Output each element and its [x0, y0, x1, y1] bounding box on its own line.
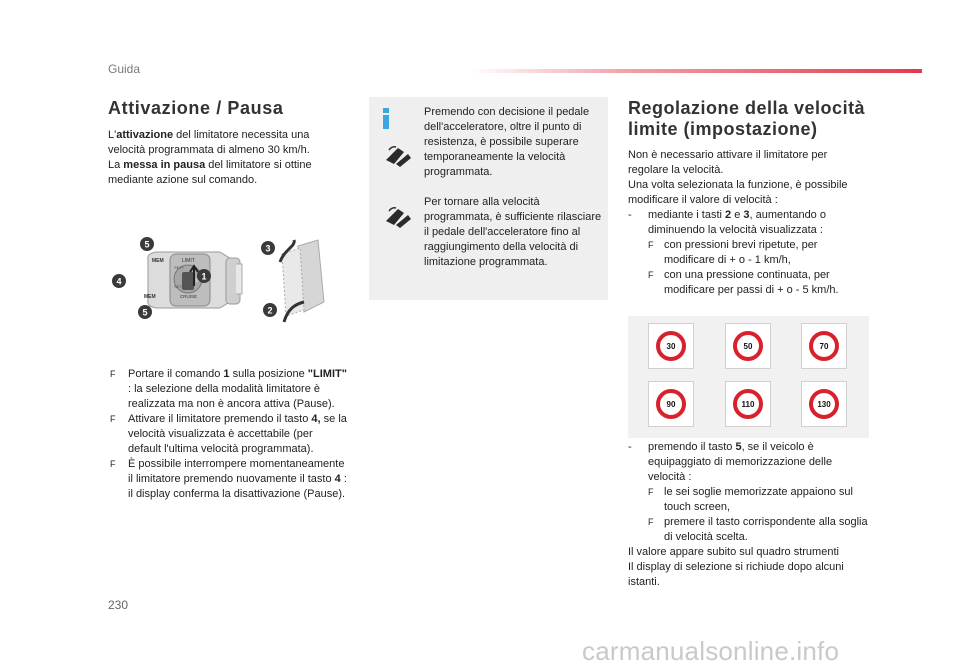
intro-bold: attivazione [116, 129, 174, 141]
bullet-marker: F [648, 487, 654, 497]
intro-text: del limitatore necessita una velocità programmata di almeno 30 km/h. [108, 129, 310, 156]
paragraph: Non è necessario attivare il limitatore per regolare la velocità. [628, 149, 828, 176]
badge-5-top: 5 [144, 239, 150, 250]
label-zero: 0 [196, 278, 199, 284]
speed-sign-icon [656, 331, 686, 361]
badge-2: 2 [267, 305, 273, 316]
list-item [628, 440, 868, 485]
title-attivazione: Attivazione / Pausa [108, 98, 284, 118]
label-set-plus: SET+ [174, 265, 185, 270]
item-bold: "LIMIT" [307, 368, 347, 380]
item-text: Attivare il limitatore premendo il tasto [128, 413, 312, 425]
intro-text: del limitatore si ottine mediante azione sul comando. [108, 159, 312, 186]
item-text: con una pressione continuata, per modificare per passi di + o - 5 km/h. [664, 269, 839, 296]
dash-marker: - [628, 441, 632, 453]
speed-value: 90 [666, 400, 676, 409]
info-icon [380, 108, 392, 128]
foot-pedal-icon [384, 205, 412, 229]
list-item [108, 367, 348, 412]
item-bold: 2 [725, 209, 732, 221]
speed-preset-tile[interactable] [725, 381, 771, 427]
header-rule [470, 69, 922, 73]
item-text: : il display conferma la disattivazione (Pause). [128, 473, 347, 500]
page-number: 230 [108, 598, 129, 612]
item-bold: 1 [223, 368, 230, 380]
activation-steps [108, 367, 348, 502]
regulation-intro [628, 148, 863, 298]
bullet-marker: F [648, 240, 654, 250]
label-set-minus: SET- [174, 284, 183, 289]
item-text: Portare il comando [128, 368, 224, 380]
label-cruise: CRUISE [180, 294, 198, 299]
label-limit: LIMIT [182, 258, 195, 264]
item-text: se la velocità visualizzata è accettabile (per default l'ultima velocità programmata). [128, 413, 347, 455]
list-item [108, 412, 348, 457]
item-text: con pressioni brevi ripetute, per modificare di + o - 1 km/h, [664, 239, 818, 266]
speed-preset-tile[interactable] [648, 323, 694, 369]
speed-preset-tile[interactable] [801, 381, 847, 427]
info-text-override: Premendo con decisione il pedale dell'acceleratore, oltre il punto di resistenza, è possibile superare temporaneamente la velocità programmata. [424, 106, 590, 178]
item-text: le sei soglie memorizzate appaiono sul touch screen, [664, 486, 853, 513]
watermark: carmanualsonline.info [582, 636, 840, 666]
speed-sign-icon [733, 389, 763, 419]
info-text-return: Per tornare alla velocità programmata, è sufficiente rilasciare il pedale dell'acceleratore fino al raggiungimento della velocità di limitazione programmata. [424, 196, 602, 268]
item-text: premendo il tasto [648, 441, 736, 453]
sub-list-item [628, 268, 863, 298]
item-text: : la selezione della modalità limitatore è realizzata ma non è ancora attiva (Pause). [128, 383, 335, 410]
sub-list-item [628, 515, 868, 545]
intro-text: L' [108, 129, 117, 141]
sub-list-item [628, 485, 868, 515]
item-text: mediante i tasti [648, 209, 726, 221]
item-text: È possibile interrompere momentaneamente il limitatore premendo nuovamente il tasto [128, 458, 345, 485]
badge-1: 1 [201, 271, 207, 282]
section-header: Guida [108, 62, 141, 76]
item-text: premere il tasto corrispondente alla soglia di velocità scelta. [664, 516, 868, 543]
label-mem-bottom: MEM [144, 294, 156, 300]
memory-instructions [628, 440, 868, 590]
speed-sign-icon [809, 389, 839, 419]
speed-value: 30 [666, 342, 676, 351]
intro-paragraph [108, 128, 338, 188]
paragraph: Il display di selezione si richiude dopo alcuni istanti. [628, 561, 844, 588]
bullet-marker: F [648, 270, 654, 280]
speed-preset-tile[interactable] [801, 323, 847, 369]
list-item [628, 208, 863, 238]
speed-value: 130 [817, 400, 831, 409]
speed-sign-icon [809, 331, 839, 361]
intro-bold: messa in pausa [123, 159, 206, 171]
speed-sign-icon [656, 389, 686, 419]
label-mem-top: MEM [152, 258, 164, 264]
foot-pedal-icon [384, 144, 412, 168]
badge-3: 3 [265, 243, 271, 254]
item-text: , se il veicolo è equipaggiato di memorizzazione delle velocità : [648, 441, 833, 483]
speed-preset-tile[interactable] [648, 381, 694, 427]
badge-4: 4 [116, 276, 122, 287]
speed-value: 50 [743, 342, 753, 351]
speed-sign-icon [733, 331, 763, 361]
speed-preset-tile[interactable] [725, 323, 771, 369]
badge-5-bottom: 5 [142, 307, 148, 318]
speed-value: 110 [741, 400, 755, 409]
title-regolazione: Regolazione della velocità limite (impostazione) [628, 98, 866, 139]
bullet-marker: F [110, 414, 116, 424]
item-bold: 4 [334, 473, 341, 485]
dash-marker: - [628, 209, 632, 221]
speed-presets-panel [628, 316, 869, 438]
item-text: e [731, 209, 744, 221]
item-text: sulla posizione [229, 368, 308, 380]
bullet-marker: F [648, 517, 654, 527]
paragraph: Il valore appare subito sul quadro strumenti [628, 546, 839, 558]
intro-text: La [108, 159, 124, 171]
paragraph: Una volta selezionata la funzione, è possibile modificare il valore di velocità : [628, 179, 848, 206]
speed-value: 70 [819, 342, 829, 351]
sub-list-item [628, 238, 863, 268]
list-item [108, 457, 348, 502]
bullet-marker: F [110, 369, 116, 379]
item-bold: 3 [743, 209, 750, 221]
item-bold: 5 [735, 441, 742, 453]
item-text: , aumentando o diminuendo la velocità visualizzata : [648, 209, 826, 236]
bullet-marker: F [110, 459, 116, 469]
item-bold: 4, [311, 413, 321, 425]
stalk-diagram [108, 232, 344, 327]
